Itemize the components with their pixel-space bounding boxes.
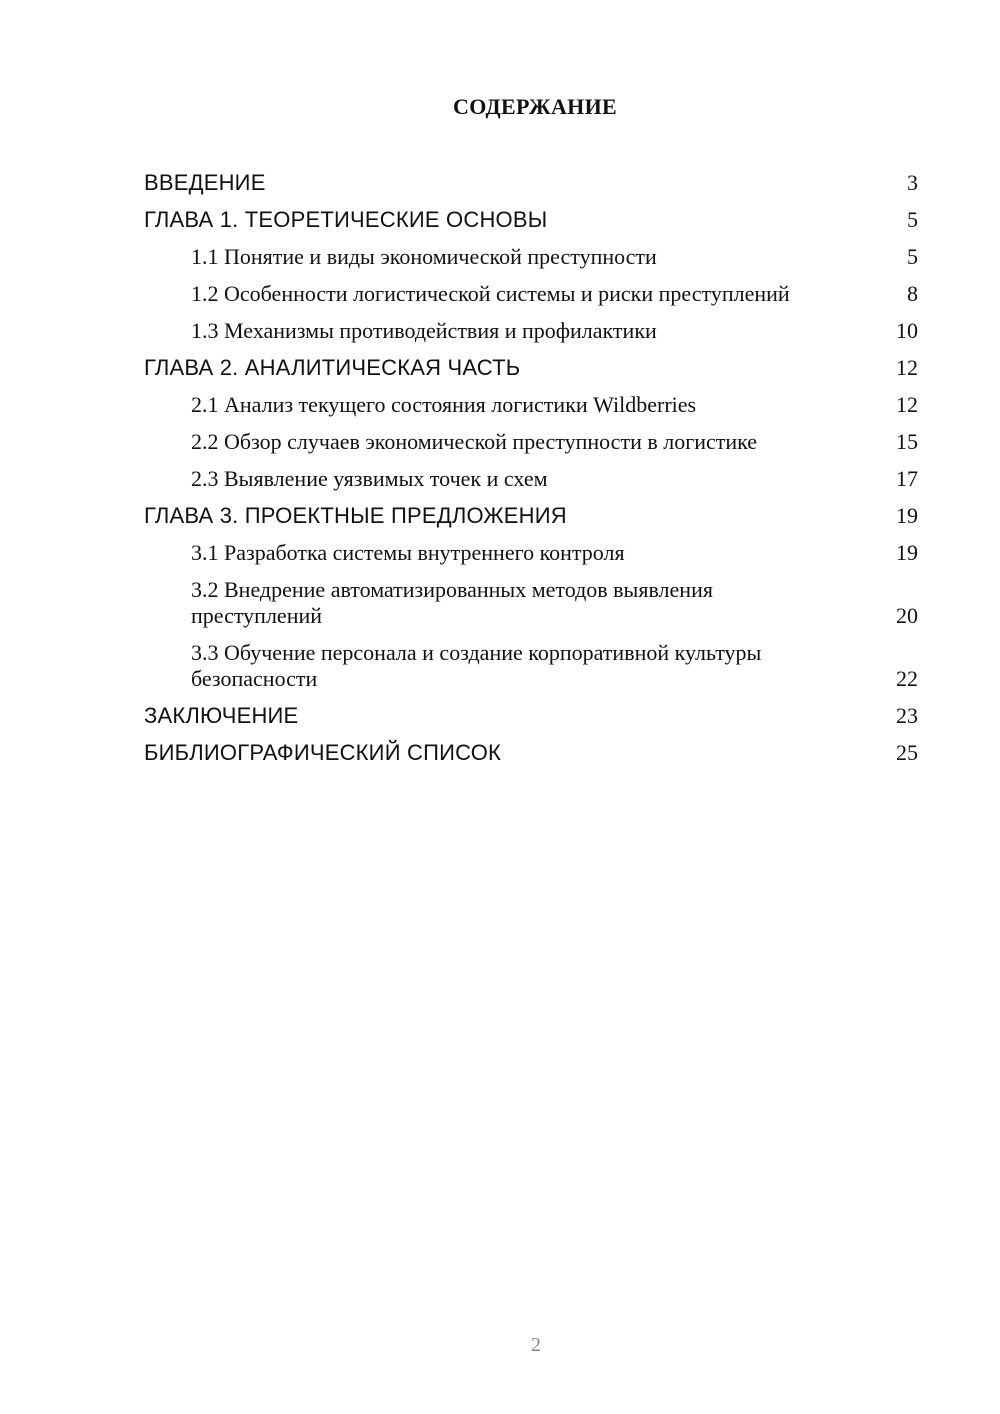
toc-entry-section-1-2[interactable] [144,281,918,307]
toc-entry-page: 19 [896,540,918,565]
toc-entry-label: 2.2 Обзор случаев экономической преступности в логистике [191,429,758,454]
page-title: СОДЕРЖАНИЕ [453,94,617,119]
toc-entry-label: 1.2 Особенности логистической системы и риски преступлений [191,281,790,306]
toc-entry-page: 15 [896,429,918,454]
toc-entry-page: 8 [907,281,918,306]
toc-entry-chapter-1[interactable] [144,207,918,233]
toc-entry-label: 3.1 Разработка системы внутреннего контроля [191,540,625,565]
toc-entry-section-2-1[interactable] [144,392,918,418]
toc-entry-page: 22 [896,666,918,691]
toc-entry-chapter-3[interactable] [144,503,918,529]
toc-entry-page: 23 [896,703,918,728]
toc-entry-page: 12 [896,355,918,380]
toc-entry-section-3-1[interactable] [144,540,918,566]
toc-entry-section-3-3[interactable] [144,640,918,692]
toc-entry-introduction[interactable] [144,170,918,196]
toc-entry-section-2-3[interactable] [144,466,918,492]
toc-entry-label: 1.3 Механизмы противодействия и профилактики [191,318,657,343]
toc-entry-page: 19 [896,503,918,528]
toc-entry-label: ВВЕДЕНИЕ [144,170,266,195]
page-number: 2 [531,1334,541,1356]
toc-entry-page: 17 [896,466,918,491]
toc-entry-label: 1.1 Понятие и виды экономической преступности [191,244,657,269]
toc-entry-label: 3.3 Обучение персонала и создание корпоративной культуры безопасности [191,640,762,691]
toc-entry-label: ЗАКЛЮЧЕНИЕ [144,703,299,728]
toc-entry-label: БИБЛИОГРАФИЧЕСКИЙ СПИСОК [144,740,502,765]
toc-entry-section-2-2[interactable] [144,429,918,455]
toc-entry-page: 5 [907,207,918,232]
toc-entry-bibliography[interactable] [144,740,918,766]
toc-entry-page: 12 [896,392,918,417]
toc-entry-page: 10 [896,318,918,343]
toc-entry-label: ГЛАВА 3. ПРОЕКТНЫЕ ПРЕДЛОЖЕНИЯ [144,503,567,528]
toc-entry-chapter-2[interactable] [144,355,918,381]
toc-entry-label: 2.3 Выявление уязвимых точек и схем [191,466,548,491]
toc-entry-page: 25 [896,740,918,765]
toc-entry-label: 2.1 Анализ текущего состояния логистики Wildberries [191,392,697,417]
toc-entry-label: ГЛАВА 2. АНАЛИТИЧЕСКАЯ ЧАСТЬ [144,355,521,380]
toc-entry-section-1-1[interactable] [144,244,918,270]
toc-entry-section-3-2[interactable] [144,577,918,629]
table-of-contents [144,170,918,777]
toc-entry-page: 3 [907,170,918,195]
toc-entry-label: ГЛАВА 1. ТЕОРЕТИЧЕСКИЕ ОСНОВЫ [144,207,548,232]
toc-entry-section-1-3[interactable] [144,318,918,344]
toc-entry-page: 5 [907,244,918,269]
toc-entry-label: 3.2 Внедрение автоматизированных методов выявления преступлений [191,577,713,628]
toc-entry-conclusion[interactable] [144,703,918,729]
toc-entry-page: 20 [896,603,918,628]
